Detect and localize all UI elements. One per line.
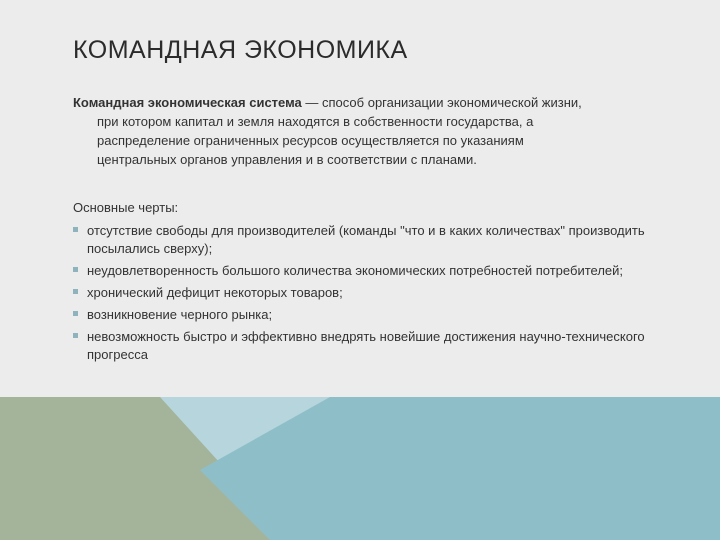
feature-text: невозможность быстро и эффективно внедрять новейшие достижения научно-технического прогресса: [87, 329, 645, 362]
features-heading: Основные черты:: [73, 200, 179, 215]
feature-text: возникновение черного рынка;: [87, 307, 273, 322]
definition-line-3: распределение ограниченных ресурсов осуществляется по указаниям: [97, 133, 524, 148]
slide-title: КОМАНДНАЯ ЭКОНОМИКА: [73, 36, 408, 64]
definition-term: Командная экономическая система: [73, 95, 302, 110]
feature-text: отсутствие свободы для производителей (команды "что и в каких количествах" производить посылались сверху);: [87, 223, 645, 256]
feature-text: хронический дефицит некоторых товаров;: [87, 285, 343, 300]
definition-line-4: центральных органов управления и в соответствии с планами.: [97, 152, 477, 167]
definition-line-2: при котором капитал и земля находятся в собственности государства, а: [97, 114, 534, 129]
definition-text-1: — способ организации экономической жизни,: [301, 95, 582, 110]
feature-text: неудовлетворенность большого количества экономических потребностей потребителей;: [87, 263, 624, 278]
